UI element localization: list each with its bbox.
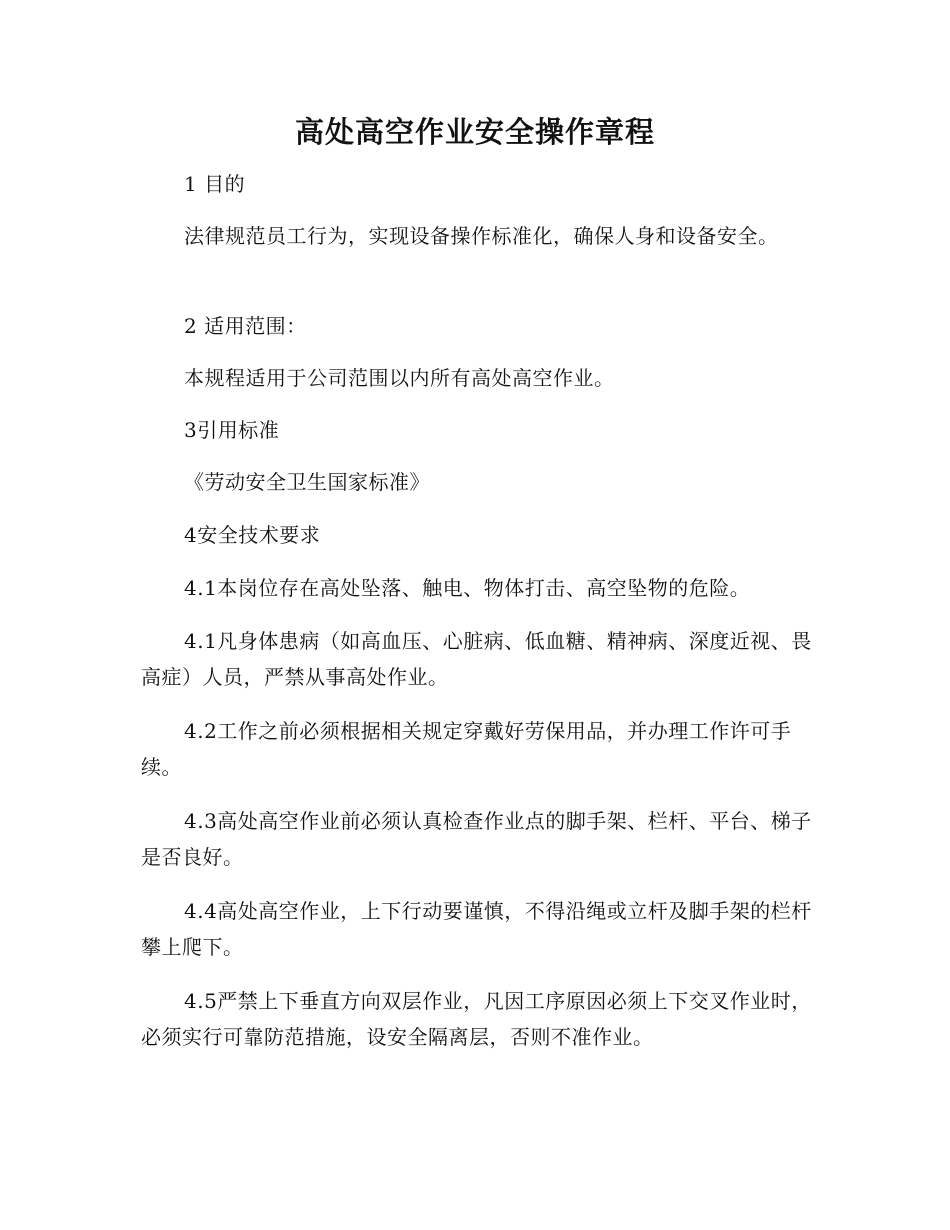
paragraph-scope: 本规程适用于公司范围以内所有高处高空作业。 xyxy=(184,366,615,390)
paragraph-purpose: 法律规范员工行为，实现设备操作标准化，确保人身和设备安全。 xyxy=(184,224,779,248)
section-heading-purpose: 1 目的 xyxy=(184,172,246,196)
paragraph-4-1-hazards: 4.1本岗位存在高处坠落、触电、物体打击、高空坠物的危险。 xyxy=(184,576,751,600)
paragraph-reference-standard: 《劳动安全卫生国家标准》 xyxy=(184,470,430,494)
section-heading-references: 3引用标准 xyxy=(184,418,280,442)
paragraph-4-4: 4.4高处高空作业，上下行动要谨慎，不得沿绳或立杆及脚手架的栏杆攀上爬下。 xyxy=(141,899,812,959)
paragraph-4-2: 4.2工作之前必须根据相关规定穿戴好劳保用品，并办理工作许可手续。 xyxy=(141,719,792,779)
section-heading-safety-requirements: 4安全技术要求 xyxy=(184,523,321,547)
paragraph-4-3: 4.3高处高空作业前必须认真检查作业点的脚手架、栏杆、平台、梯子是否良好。 xyxy=(141,809,812,869)
document-title: 高处高空作业安全操作章程 xyxy=(294,115,655,149)
paragraph-4-5: 4.5严禁上下垂直方向双层作业，凡因工序原因必须上下交叉作业时，必须实行可靠防范措施，设安全隔离层，否则不准作业。 xyxy=(141,989,812,1049)
section-heading-scope: 2 适用范围： xyxy=(184,314,307,338)
paragraph-4-1-health: 4.1凡身体患病（如高血压、心脏病、低血糖、精神病、深度近视、畏高症）人员，严禁从事高处作业。 xyxy=(141,629,812,689)
